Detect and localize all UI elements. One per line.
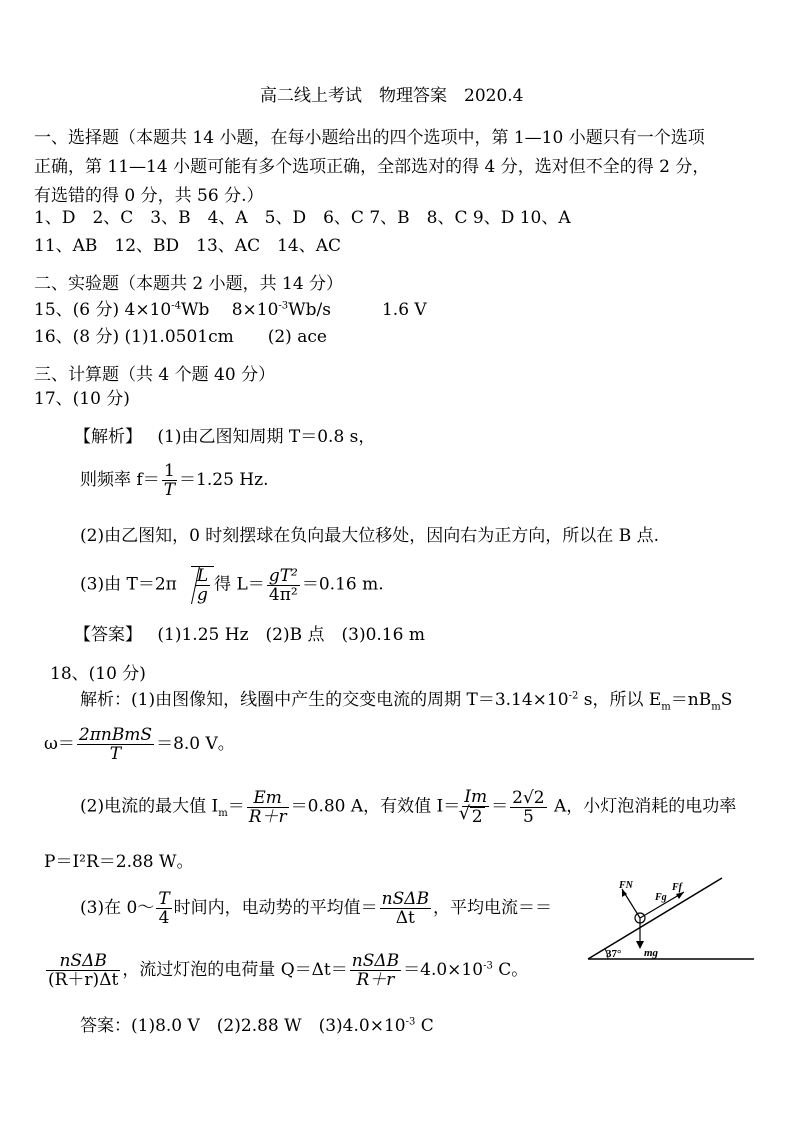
incline-force-diagram <box>586 873 756 963</box>
q18-step3-eq: ＝ <box>227 796 245 817</box>
frac-num: 1 <box>162 462 177 481</box>
sqrt-frac <box>195 567 210 604</box>
part1-answers-line1: 1、D 2、C 3、B 4、A 5、D 6、C 7、B 8、C 9、D 10、A <box>34 208 571 228</box>
frac-num: nSΔB <box>351 951 400 971</box>
q18-step1-sub2: m <box>711 701 721 713</box>
mg-label: mg <box>644 947 659 959</box>
fraction-ieff <box>462 788 489 826</box>
q16-answer: 16、(8 分) (1)1.0501cm (2) ace <box>34 327 327 347</box>
q17-step4-mid: 得 L＝ <box>214 574 265 595</box>
q18-step1-tail2: ＝nB <box>670 690 712 710</box>
fraction-avg-current <box>46 952 120 989</box>
q18-step3 <box>80 788 736 826</box>
frac-num: 2√2 <box>512 787 545 808</box>
q17-answer-text: (1)1.25 Hz (2)B 点 (3)0.16 m <box>157 625 425 645</box>
fraction-avg-emf <box>380 890 431 927</box>
frac-den: R＋r <box>356 970 395 990</box>
frac-num: 2πnBmS <box>78 725 153 745</box>
q18-step3-mid2: ＝ <box>491 796 509 817</box>
frac-den: 5 <box>522 806 534 827</box>
fg-label: Fg <box>655 892 667 903</box>
angle-label: 37° <box>606 948 622 960</box>
frac-den: 4 <box>158 908 170 928</box>
q18-step1-sub: m <box>661 701 671 713</box>
q17-step4-suffix: ＝0.16 m. <box>301 574 384 595</box>
q18-step6-unit: C。 <box>492 960 529 980</box>
part3-heading: 三、计算题（共 4 个题 40 分） <box>34 365 276 385</box>
q18-step6 <box>44 952 528 989</box>
q18-step6-exp: -3 <box>483 960 493 972</box>
frac-den: T <box>109 744 122 764</box>
frac-num: nSΔB <box>46 952 120 971</box>
fraction-gt2-over-4pi2 <box>267 567 300 604</box>
frac-num: nSΔB <box>381 889 430 909</box>
friction-arrowhead <box>676 892 684 899</box>
q15-mid: Wb 8×10 <box>180 300 279 320</box>
q18-step5-prefix: (3)在 0～ <box>80 898 155 918</box>
sqrt-2: √ 2 <box>470 807 485 826</box>
part1-heading-line1: 一、选择题（本题共 14 小题，在每小题给出的四个选项中，第 1—10 小题只有一个选项 <box>34 128 705 148</box>
part1-answers-line2: 11、AB 12、BD 13、AC 14、AC <box>34 236 341 256</box>
q18-step5 <box>80 890 552 927</box>
frac-num: Im <box>464 787 488 807</box>
q18-step1-exp: -2 <box>568 690 579 702</box>
q18-step2-prefix: ω＝ <box>44 734 75 754</box>
q18-step4: P＝I²R＝2.88 W。 <box>44 852 194 872</box>
frac-num: T <box>158 889 170 909</box>
q18-step6-suffix: ＝4.0×10 <box>403 960 484 980</box>
q17-answer <box>74 625 425 645</box>
q18-step1-text: 解析：(1)由图像知，线圈中产生的交变电流的周期 T＝3.14×10 <box>80 690 569 710</box>
q15-tail: Wb/s 1.6 V <box>288 300 427 320</box>
frac-den: Δt <box>395 908 415 928</box>
fraction-charge <box>350 952 401 989</box>
frac-num: gT² <box>268 565 298 586</box>
frac-den: (R＋r)Δt <box>48 970 119 990</box>
answer-tag: 【答案】 <box>74 625 142 645</box>
q18-step5-mid: 时间内，电动势的平均值＝ <box>173 898 378 918</box>
q18-answer-unit: C <box>415 1016 434 1036</box>
q18-answer-text: 答案：(1)8.0 V (2)2.88 W (3)4.0×10 <box>80 1016 406 1036</box>
q18-step3-prefix: (2)电流的最大值 I <box>80 796 219 817</box>
fraction-value <box>510 789 546 826</box>
part2-heading: 二、实验题（本题共 2 小题，共 14 分） <box>34 274 344 294</box>
q17-step1-text: (1)由乙图知周期 T＝0.8 s， <box>157 427 376 447</box>
q15-prefix: 15、(6 分) 4×10 <box>34 300 172 320</box>
fraction-emf <box>77 726 154 763</box>
fraction-imax <box>247 789 289 826</box>
q18-step3-suffix: A，小灯泡消耗的电功率 <box>548 796 737 817</box>
page-title: 高二线上考试 物理答案 2020.4 <box>260 86 524 106</box>
ft-label: Ff <box>672 882 682 893</box>
frac-den: R＋r <box>248 806 287 827</box>
q18-step5-suffix: ，平均电流＝＝ <box>433 898 553 918</box>
frac-den: 4π² <box>268 584 298 605</box>
q18-step3-sub: m <box>218 807 228 819</box>
q17-step2-prefix: 则频率 f＝ <box>80 470 160 490</box>
q15-exp2: -3 <box>278 300 289 312</box>
q17-step2 <box>80 462 269 499</box>
part1-heading-line2: 正确，第 11—14 小题可能有多个选项正确，全部选对的得 4 分，选对但不全的得 2 分， <box>34 157 710 177</box>
q18-step2 <box>44 726 235 763</box>
q18-step1 <box>80 690 733 713</box>
q17-step1 <box>74 427 375 447</box>
gravity-arrowhead <box>636 941 644 949</box>
q15-answer <box>34 300 427 320</box>
sqrt-l-over-g <box>191 566 214 604</box>
q15-exp1: -4 <box>171 300 181 312</box>
frac-den: g <box>197 585 208 605</box>
q17-label: 17、(10 分) <box>34 389 130 409</box>
q18-label: 18、(10 分) <box>50 664 146 684</box>
q18-step3-mid: ＝0.80 A，有效值 I＝ <box>290 796 461 817</box>
q17-step3: (2)由乙图知，0 时刻摆球在负向最大位移处，因向右为正方向，所以在 B 点. <box>80 526 660 546</box>
q18-step6-mid: ，流过灯泡的电荷量 Q＝Δt＝ <box>122 960 348 980</box>
fraction-t-over-4 <box>156 890 171 927</box>
analysis-tag: 【解析】 <box>74 427 142 447</box>
frac-num: L <box>196 566 209 586</box>
q17-step2-suffix: ＝1.25 Hz. <box>179 470 269 490</box>
frac-den <box>462 807 489 826</box>
frac-num: Em <box>247 789 289 808</box>
fn-label: FN <box>619 880 633 891</box>
part1-heading-line3: 有选错的得 0 分，共 56 分.） <box>34 186 264 206</box>
q18-step1-tail3: S <box>720 690 733 710</box>
q17-step4 <box>80 566 384 604</box>
q18-step2-suffix: ＝8.0 V。 <box>156 734 235 754</box>
frac-den: T <box>163 480 176 500</box>
fraction-1-over-t <box>162 462 177 499</box>
q18-answer <box>80 1016 434 1036</box>
q18-step1-tail: s，所以 E <box>578 690 662 710</box>
q17-step4-prefix: (3)由 T＝2π <box>80 574 177 595</box>
q18-answer-exp: -3 <box>405 1016 416 1028</box>
